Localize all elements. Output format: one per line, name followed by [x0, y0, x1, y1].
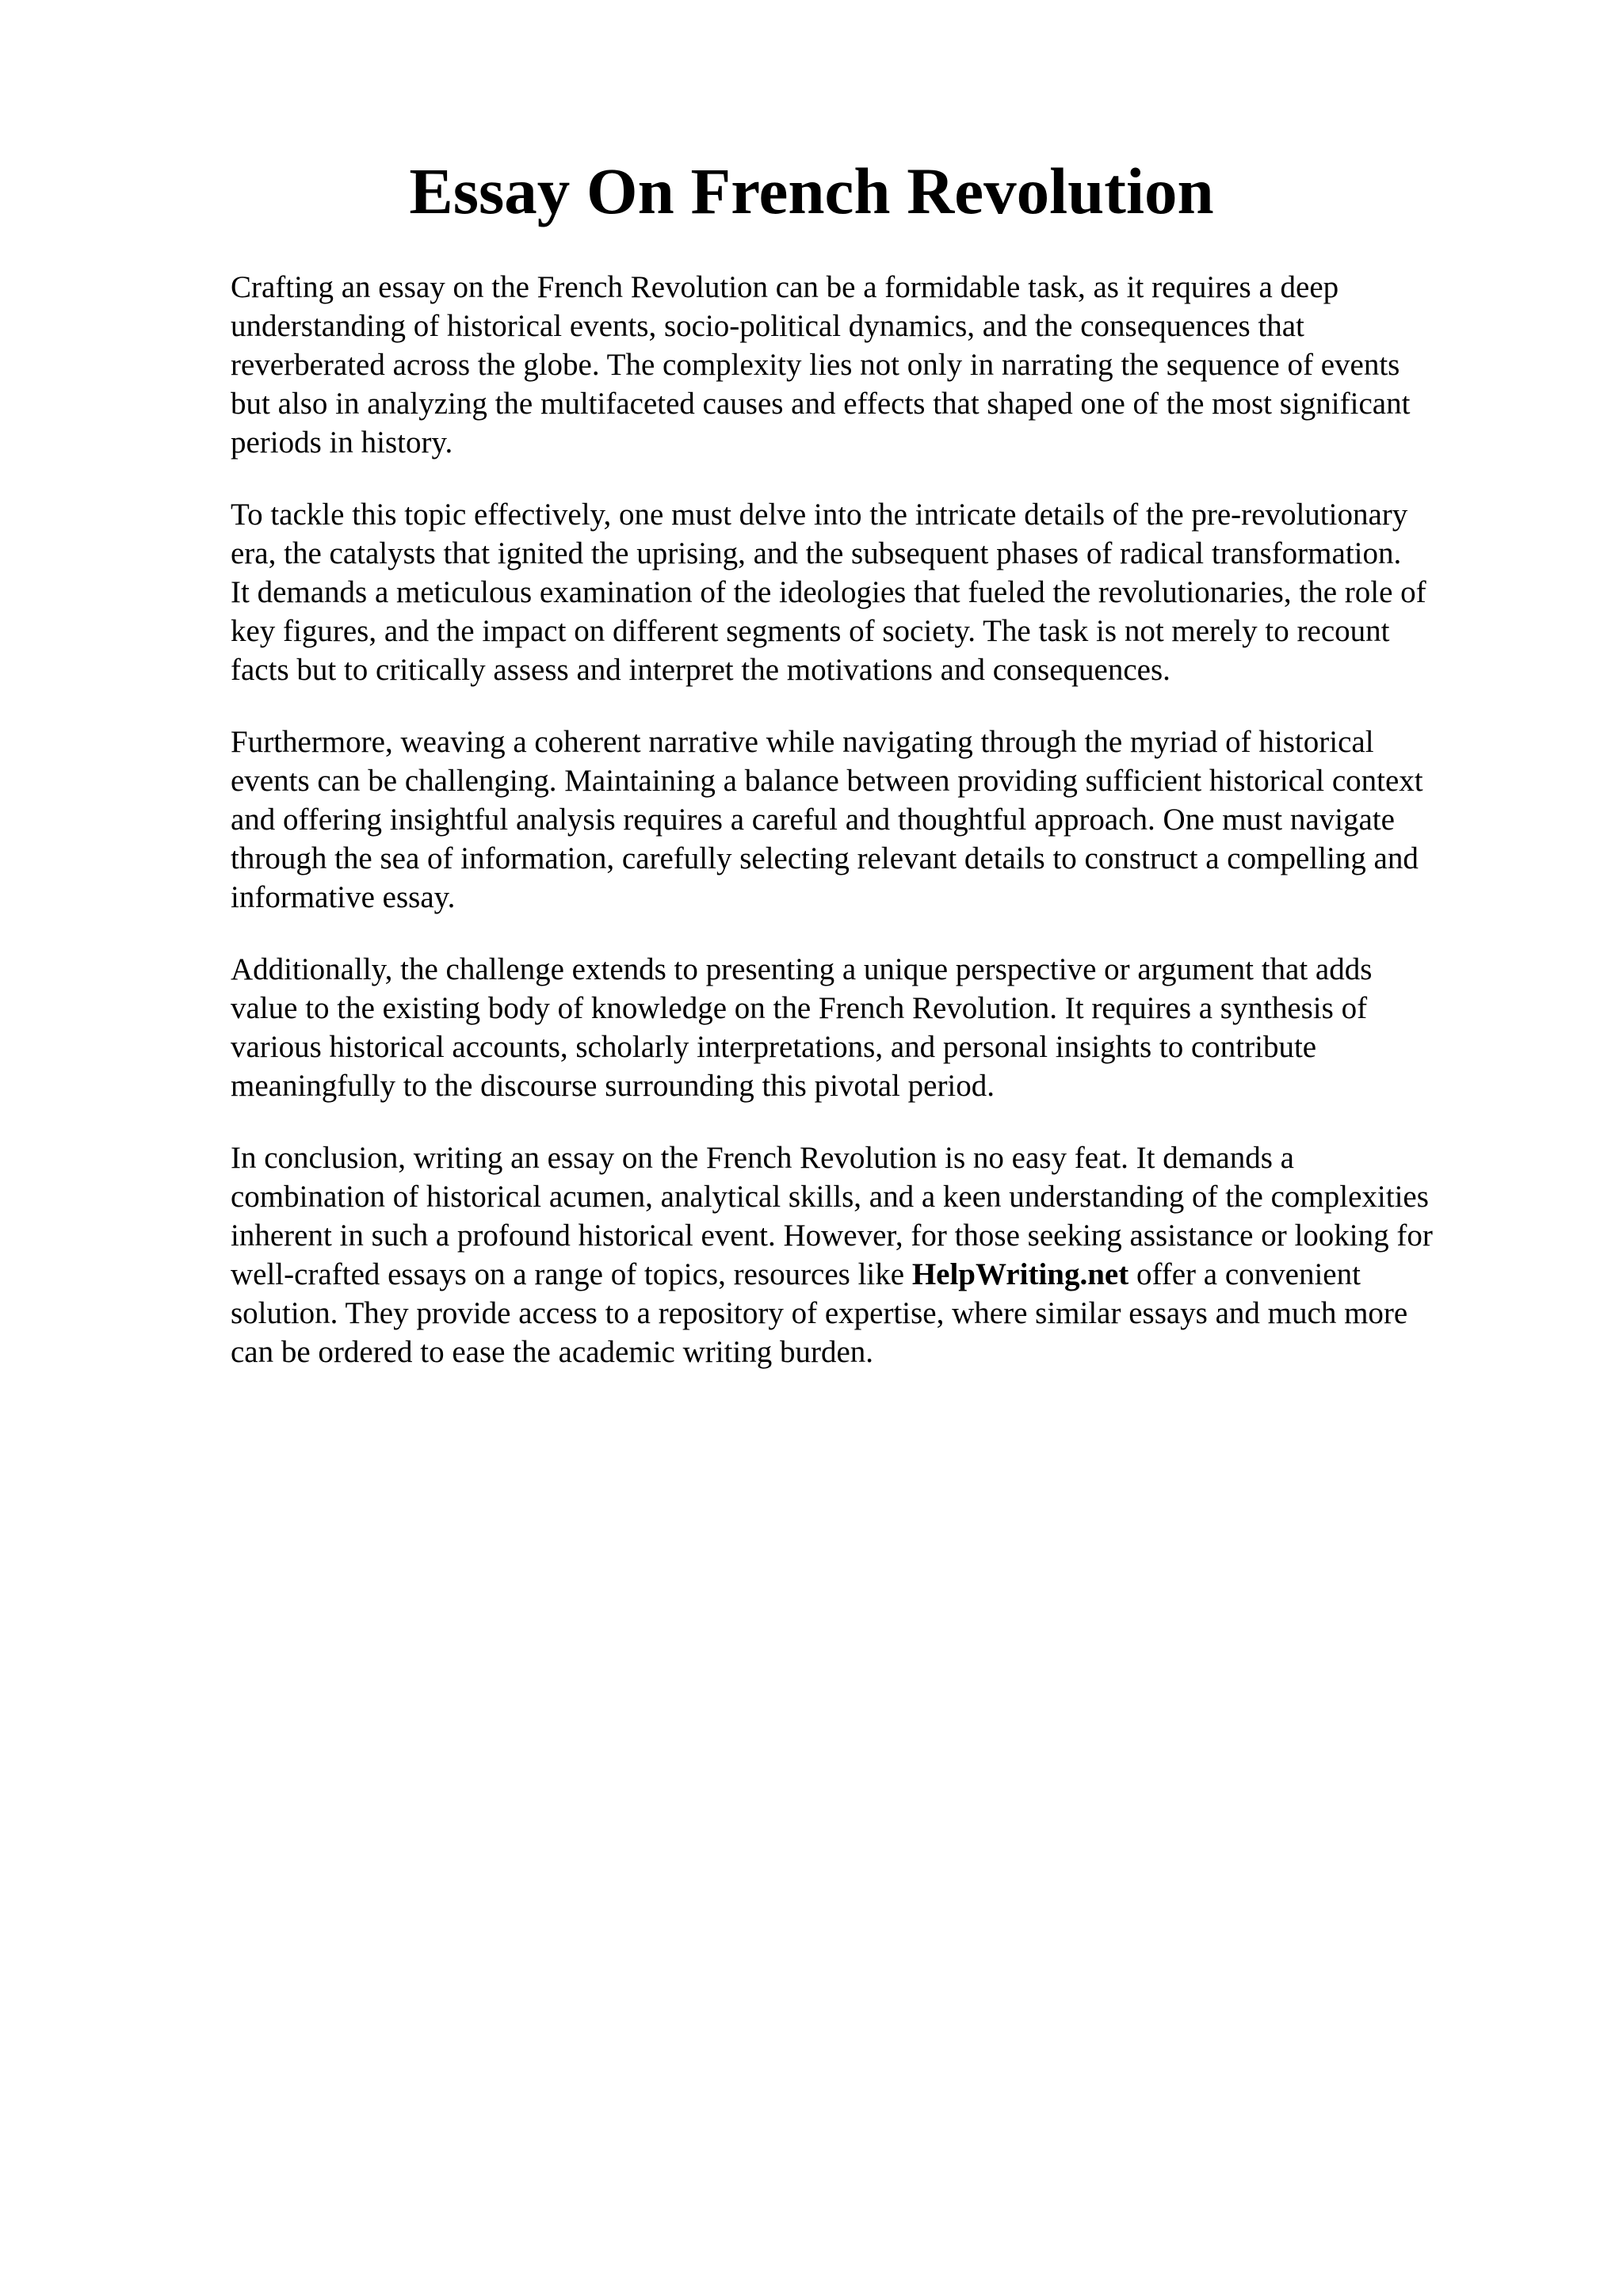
text-segment: well-crafted essays on a range of topics, resources like: [231, 1257, 912, 1291]
text-line: It demands a meticulous examination of the ideologies that fueled the revolutionaries, the role of: [231, 575, 1426, 609]
text-line-with-brand: [231, 1255, 1507, 1294]
text-line: facts but to critically assess and interpret the motivations and consequences.: [231, 653, 1170, 687]
text-line: understanding of historical events, socio-political dynamics, and the consequences that: [231, 309, 1304, 343]
text-line: To tackle this topic effectively, one must delve into the intricate details of the pre-revolutionary: [231, 498, 1408, 532]
text-line: value to the existing body of knowledge on the French Revolution. It requires a synthesis of: [231, 991, 1368, 1025]
text-line: informative essay.: [231, 880, 456, 914]
paragraph-perspective: [231, 950, 1507, 1105]
text-line: meaningfully to the discourse surrounding this pivotal period.: [231, 1069, 995, 1103]
text-line: periods in history.: [231, 425, 453, 460]
paragraph-conclusion: [231, 1138, 1507, 1371]
text-line: through the sea of information, carefully selecting relevant details to construct a compelling and: [231, 841, 1419, 875]
text-line: can be ordered to ease the academic writing burden.: [231, 1335, 874, 1369]
text-line: but also in analyzing the multifaceted causes and effects that shaped one of the most significant: [231, 387, 1411, 421]
brand-name: HelpWriting.net: [911, 1257, 1129, 1291]
text-line: In conclusion, writing an essay on the French Revolution is no easy feat. It demands a: [231, 1141, 1294, 1175]
text-line: key figures, and the impact on different segments of society. The task is not merely to recount: [231, 614, 1390, 648]
text-line: and offering insightful analysis requires a careful and thoughtful approach. One must navigate: [231, 803, 1395, 837]
text-line: inherent in such a profound historical event. However, for those seeking assistance or looking for: [231, 1219, 1433, 1253]
essay-body: [231, 268, 1507, 1405]
text-line: combination of historical acumen, analytical skills, and a keen understanding of the complexities: [231, 1180, 1429, 1214]
text-line: era, the catalysts that ignited the uprising, and the subsequent phases of radical transformation.: [231, 536, 1402, 570]
paragraph-approach: [231, 495, 1507, 689]
text-line: events can be challenging. Maintaining a balance between providing sufficient historical context: [231, 764, 1423, 798]
page-title: Essay On French Revolution: [409, 154, 1214, 227]
text-line: solution. They provide access to a repository of expertise, where similar essays and much more: [231, 1296, 1408, 1330]
text-line: Crafting an essay on the French Revolution can be a formidable task, as it requires a deep: [231, 270, 1339, 304]
text-line: reverberated across the globe. The complexity lies not only in narrating the sequence of events: [231, 348, 1400, 382]
paragraph-intro: [231, 268, 1507, 462]
paragraph-narrative: [231, 723, 1507, 917]
text-line: Additionally, the challenge extends to presenting a unique perspective or argument that adds: [231, 952, 1373, 986]
text-line: Furthermore, weaving a coherent narrative while navigating through the myriad of historical: [231, 725, 1374, 759]
text-line: various historical accounts, scholarly interpretations, and personal insights to contribute: [231, 1030, 1317, 1064]
text-segment: offer a convenient: [1128, 1257, 1361, 1291]
